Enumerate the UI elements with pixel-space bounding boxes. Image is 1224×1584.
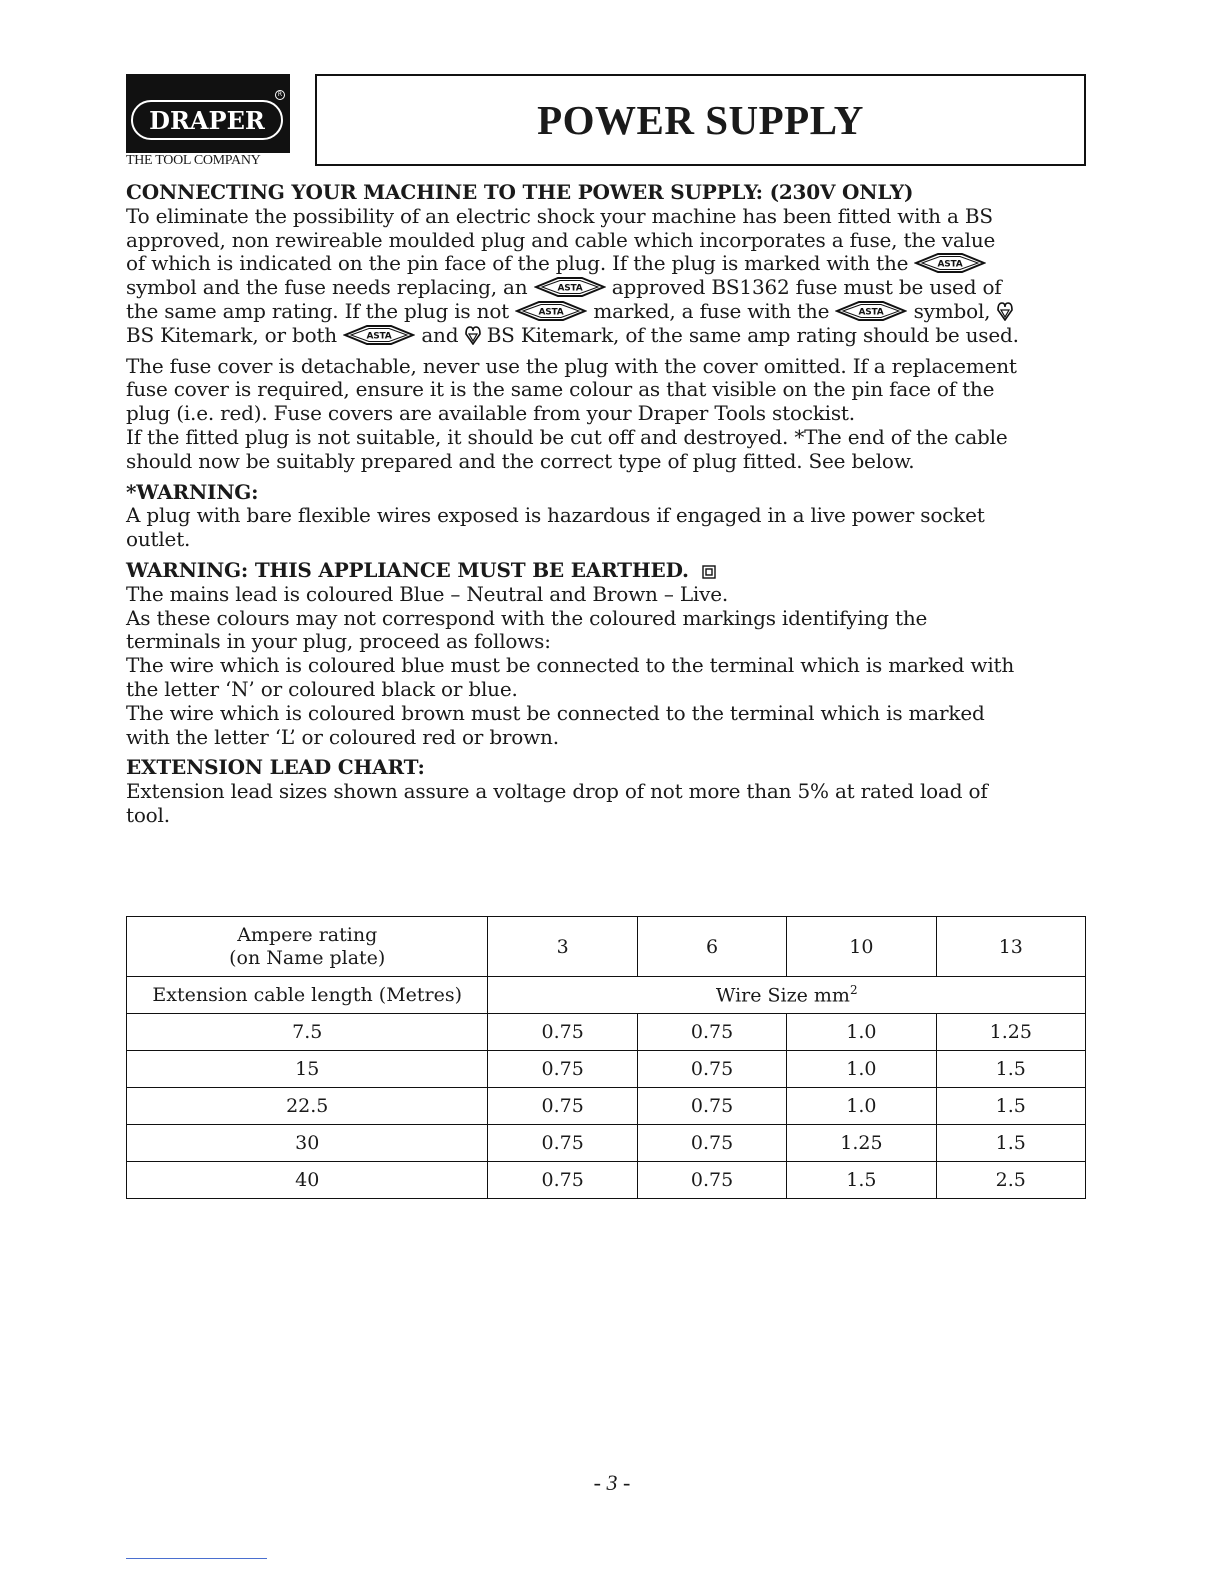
paragraph-line: outlet.	[126, 527, 191, 552]
asta-mark-icon	[343, 325, 415, 345]
warning-heading: *WARNING:	[126, 479, 259, 504]
paragraph-line: fuse cover is required, ensure it is the same colour as that visible on the pin face of the	[126, 377, 995, 402]
text-span: BS Kitemark, of the same amp rating should be used.	[486, 322, 1019, 347]
paragraph-line: To eliminate the possibility of an electric shock your machine has been fitted with a BS	[126, 203, 993, 228]
text-span: and	[421, 322, 459, 347]
size-cell: 2.5	[936, 1162, 1085, 1199]
paragraph-line: The wire which is coloured brown must be connected to the terminal which is marked	[126, 700, 985, 725]
paragraph-line: with the letter ‘L’ or coloured red or brown.	[126, 724, 559, 749]
size-cell: 0.75	[637, 1051, 786, 1088]
earthed-warning-heading	[126, 559, 1088, 583]
kitemark-icon	[465, 325, 481, 345]
paragraph-line: Extension lead sizes shown assure a voltage drop of not more than 5% at rated load of	[126, 779, 988, 804]
length-cell: 22.5	[127, 1088, 488, 1125]
length-label-cell: Extension cable length (Metres)	[127, 977, 488, 1014]
size-cell: 1.25	[787, 1125, 936, 1162]
paragraph-line	[126, 276, 1088, 300]
paragraph-line: The wire which is coloured blue must be connected to the terminal which is marked with	[126, 653, 1015, 678]
length-cell: 7.5	[127, 1014, 488, 1051]
size-cell: 0.75	[488, 1014, 637, 1051]
amp-cell: 6	[637, 917, 786, 977]
paragraph-line	[126, 324, 1088, 348]
paragraph-line: The mains lead is coloured Blue – Neutral and Brown – Live.	[126, 581, 729, 606]
ampere-rating-header	[127, 917, 488, 977]
length-cell: 40	[127, 1162, 488, 1199]
page-title-box	[315, 74, 1086, 166]
draper-logo	[126, 74, 290, 153]
text-span: Wire Size mm	[715, 984, 850, 1007]
paragraph-line: The fuse cover is detachable, never use the plug with the cover omitted. If a replacement	[126, 353, 1017, 378]
text-span: symbol,	[913, 298, 991, 323]
page-title: POWER SUPPLY	[537, 97, 864, 143]
table-row	[127, 1125, 1086, 1162]
text-span: approved BS1362 fuse must be used of	[611, 275, 1002, 300]
size-cell: 0.75	[637, 1014, 786, 1051]
section-heading-connecting: CONNECTING YOUR MACHINE TO THE POWER SUPPLY: (230V ONLY)	[126, 180, 914, 204]
kitemark-icon	[997, 301, 1013, 321]
size-cell: 0.75	[637, 1162, 786, 1199]
size-cell: 1.0	[787, 1014, 936, 1051]
size-cell: 1.0	[787, 1051, 936, 1088]
table-header-row	[127, 917, 1086, 977]
logo-oval	[131, 100, 283, 140]
text-span: WARNING: THIS APPLIANCE MUST BE EARTHED.	[126, 557, 689, 582]
paragraph-line: As these colours may not correspond with the coloured markings identifying the	[126, 605, 928, 630]
page-number: - 3 -	[593, 1470, 631, 1495]
footer-rule	[126, 1558, 267, 1559]
registered-mark-icon: R	[275, 90, 285, 100]
extension-heading: EXTENSION LEAD CHART:	[126, 755, 425, 780]
size-cell: 1.5	[936, 1051, 1085, 1088]
paragraph-line: If the fitted plug is not suitable, it should be cut off and destroyed. *The end of the cable	[126, 424, 1008, 449]
paragraph-line	[126, 252, 1088, 276]
size-cell: 0.75	[488, 1051, 637, 1088]
paragraph-line: A plug with bare flexible wires exposed is hazardous if engaged in a live power socket	[126, 503, 985, 528]
text-span: marked, a fuse with the	[593, 298, 830, 323]
paragraph-line: approved, non rewireable moulded plug and cable which incorporates a fuse, the value	[126, 227, 996, 252]
superscript: 2	[849, 983, 858, 998]
text-span: symbol and the fuse needs replacing, an	[126, 275, 528, 300]
size-cell: 1.25	[936, 1014, 1085, 1051]
table-row	[127, 1088, 1086, 1125]
table-row	[127, 1051, 1086, 1088]
paragraph-line: tool.	[126, 802, 170, 827]
text-span: the same amp rating. If the plug is not	[126, 298, 510, 323]
amp-cell: 13	[936, 917, 1085, 977]
size-cell: 1.0	[787, 1088, 936, 1125]
size-cell: 0.75	[637, 1125, 786, 1162]
wire-size-label-cell	[488, 977, 1086, 1014]
length-cell: 15	[127, 1051, 488, 1088]
logo-tagline: THE TOOL COMPANY	[126, 153, 261, 168]
table-row	[127, 1162, 1086, 1199]
text-span: BS Kitemark, or both	[126, 322, 337, 347]
asta-mark-icon	[515, 301, 587, 321]
size-cell: 0.75	[637, 1088, 786, 1125]
asta-mark-icon	[914, 253, 986, 273]
size-cell: 1.5	[787, 1162, 936, 1199]
paragraph-line	[126, 300, 1088, 324]
logo-brand-text: DRAPER	[149, 105, 265, 135]
paragraph-line: the letter ‘N’ or coloured black or blue.	[126, 676, 518, 701]
extension-lead-table	[126, 916, 1086, 1199]
asta-mark-icon	[534, 277, 606, 297]
paragraph-line: should now be suitably prepared and the correct type of plug fitted. See below.	[126, 448, 915, 473]
size-cell: 0.75	[488, 1162, 637, 1199]
length-cell: 30	[127, 1125, 488, 1162]
text-span: of which is indicated on the pin face of the plug. If the plug is marked with the	[126, 251, 909, 276]
amp-cell: 10	[787, 917, 936, 977]
size-cell: 0.75	[488, 1088, 637, 1125]
size-cell: 1.5	[936, 1125, 1085, 1162]
double-insulation-icon	[702, 565, 716, 579]
paragraph-line: terminals in your plug, proceed as follows:	[126, 629, 551, 654]
paragraph-line: plug (i.e. red). Fuse covers are available from your Draper Tools stockist.	[126, 401, 855, 426]
main-content	[126, 181, 1088, 828]
table-subheader-row	[127, 977, 1086, 1014]
size-cell: 0.75	[488, 1125, 637, 1162]
table-row	[127, 1014, 1086, 1051]
header-label-line: (on Name plate)	[229, 946, 386, 969]
header-label-line: Ampere rating	[237, 923, 378, 946]
amp-cell: 3	[488, 917, 637, 977]
asta-mark-icon	[835, 301, 907, 321]
size-cell: 1.5	[936, 1088, 1085, 1125]
